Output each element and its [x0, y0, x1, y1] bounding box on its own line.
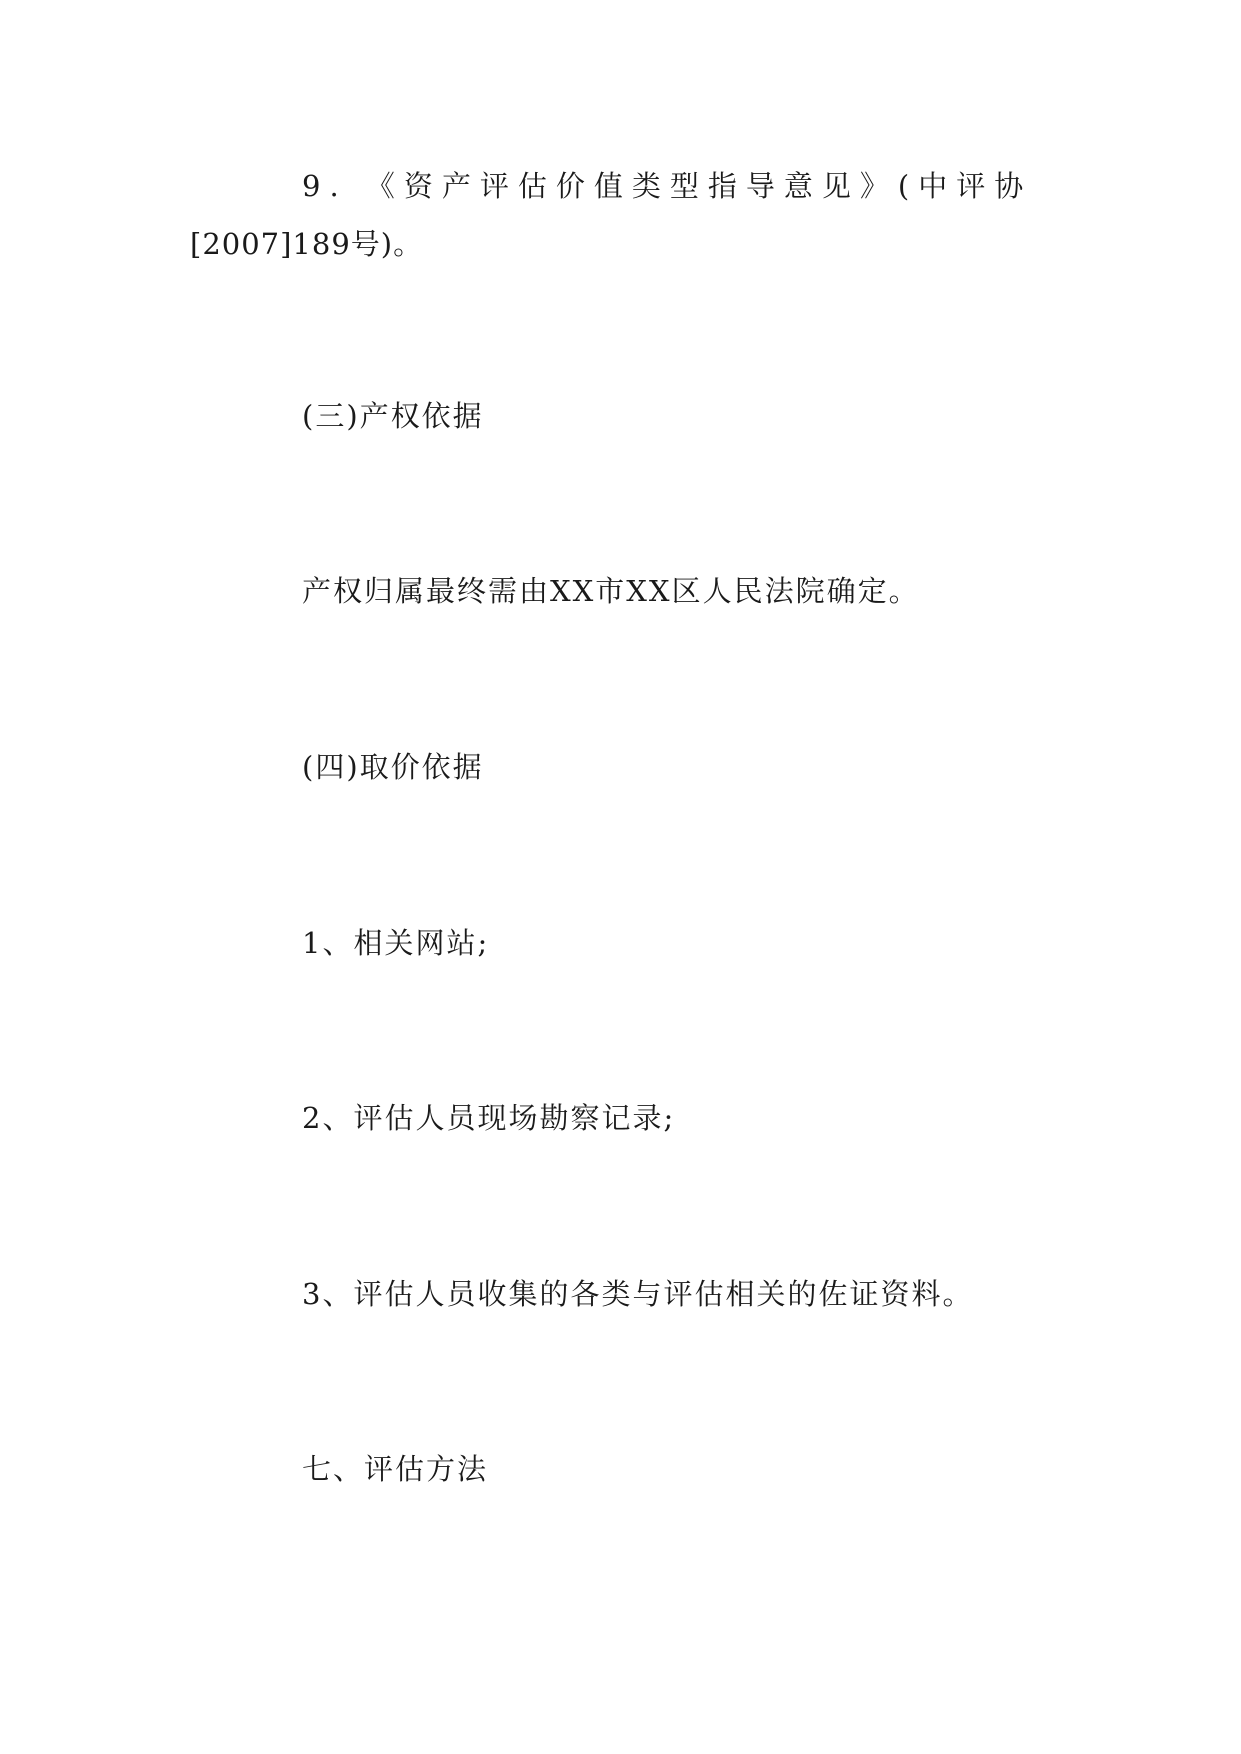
basis-item-9-line1: 9. 《资产评估价值类型指导意见》(中评协: [302, 169, 1033, 203]
pricing-item-3: 3、评估人员收集的各类与评估相关的佐证资料。: [302, 1277, 974, 1311]
section-heading-ownership-basis: (三)产权依据: [302, 399, 484, 433]
section-heading-pricing-basis: (四)取价依据: [302, 750, 484, 784]
section-heading-evaluation-method: 七、评估方法: [302, 1452, 489, 1486]
ownership-paragraph: 产权归属最终需由XX市XX区人民法院确定。: [302, 574, 920, 608]
basis-item-9-line2: [2007]189号)。: [190, 227, 424, 261]
pricing-item-1: 1、相关网站;: [302, 926, 490, 960]
pricing-item-2: 2、评估人员现场勘察记录;: [302, 1101, 676, 1135]
